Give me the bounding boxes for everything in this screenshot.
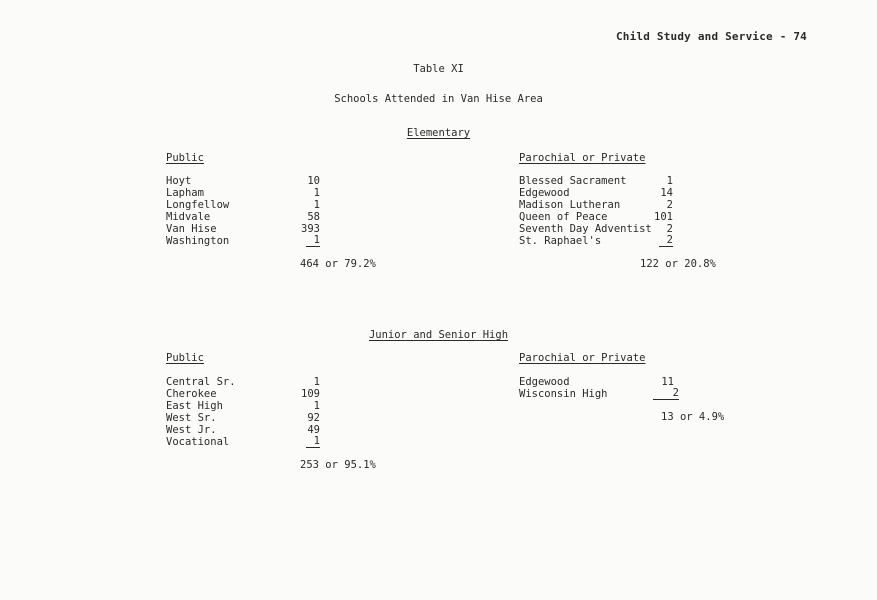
- school-name: Edgewood: [519, 187, 570, 199]
- page-header: Child Study and Service - 74: [615, 30, 807, 43]
- school-count: 1: [313, 376, 320, 388]
- list-item: [166, 376, 326, 388]
- school-count: 1: [306, 436, 320, 448]
- school-name: Seventh Day Adventist: [519, 223, 652, 235]
- table-title: Table XI: [413, 63, 464, 75]
- school-count: 109: [301, 388, 320, 400]
- high-private-list: [519, 376, 679, 400]
- elementary-public-list: [166, 175, 326, 247]
- school-count: 1: [313, 400, 320, 412]
- school-name: Edgewood: [519, 376, 570, 388]
- school-count: 1: [313, 199, 320, 211]
- elementary-public-heading: Public: [166, 152, 204, 164]
- list-item: [166, 187, 326, 199]
- list-item: [166, 199, 326, 211]
- elementary-private-list: [519, 175, 679, 247]
- school-name: Madison Lutheran: [519, 199, 621, 211]
- elementary-private-total: 122 or 20.8%: [640, 258, 716, 270]
- list-item: [519, 223, 679, 235]
- school-name: East High: [166, 400, 223, 412]
- high-heading: Junior and Senior High: [368, 329, 509, 341]
- school-name: Van Hise: [166, 223, 217, 235]
- high-public-heading: Public: [166, 352, 204, 364]
- school-count: 11: [661, 376, 674, 388]
- list-item: [519, 388, 679, 400]
- school-name: West Jr.: [166, 424, 217, 436]
- list-item: [519, 187, 679, 199]
- school-name: Vocational: [166, 436, 230, 448]
- list-item: [519, 211, 679, 223]
- list-item: [166, 400, 326, 412]
- table-subtitle: Schools Attended in Van Hise Area: [334, 93, 543, 105]
- school-name: Midvale: [166, 211, 211, 223]
- list-item: [166, 175, 326, 187]
- list-item: [519, 235, 679, 247]
- high-public-total: 253 or 95.1%: [300, 459, 376, 471]
- school-name: Queen of Peace: [519, 211, 608, 223]
- school-name: West Sr.: [166, 412, 217, 424]
- school-name: Blessed Sacrament: [519, 175, 627, 187]
- school-name: Hoyt: [166, 175, 192, 187]
- school-count: 1: [306, 235, 320, 247]
- elementary-public-total: 464 or 79.2%: [300, 258, 376, 270]
- list-item: [166, 388, 326, 400]
- school-name: Central Sr.: [166, 376, 236, 388]
- school-count: 2: [659, 235, 673, 247]
- elementary-private-heading: Parochial or Private: [519, 152, 646, 164]
- school-count: 49: [307, 424, 320, 436]
- list-item: [519, 175, 679, 187]
- school-name: Longfellow: [166, 199, 230, 211]
- school-count: 14: [660, 187, 673, 199]
- school-count: 2: [666, 223, 673, 235]
- school-name: Cherokee: [166, 388, 217, 400]
- list-item: [166, 436, 326, 448]
- list-item: [519, 199, 679, 211]
- high-private-total: 13 or 4.9%: [661, 411, 725, 423]
- school-name: Wisconsin High: [519, 388, 608, 400]
- school-name: St. Raphael's: [519, 235, 602, 247]
- school-count: 58: [307, 211, 320, 223]
- school-count: 101: [654, 211, 673, 223]
- school-count: 10: [307, 175, 320, 187]
- high-public-list: [166, 376, 326, 448]
- elementary-heading: Elementary: [406, 127, 471, 139]
- school-count: 2: [653, 388, 679, 400]
- list-item: [166, 211, 326, 223]
- list-item: [166, 424, 326, 436]
- list-item: [166, 235, 326, 247]
- school-count: 393: [301, 223, 320, 235]
- school-count: 1: [313, 187, 320, 199]
- school-count: 1: [666, 175, 673, 187]
- high-private-heading: Parochial or Private: [519, 352, 646, 364]
- list-item: [519, 376, 679, 388]
- list-item: [166, 223, 326, 235]
- school-name: Washington: [166, 235, 230, 247]
- school-count: 2: [666, 199, 673, 211]
- school-name: Lapham: [166, 187, 204, 199]
- list-item: [166, 412, 326, 424]
- school-count: 92: [307, 412, 320, 424]
